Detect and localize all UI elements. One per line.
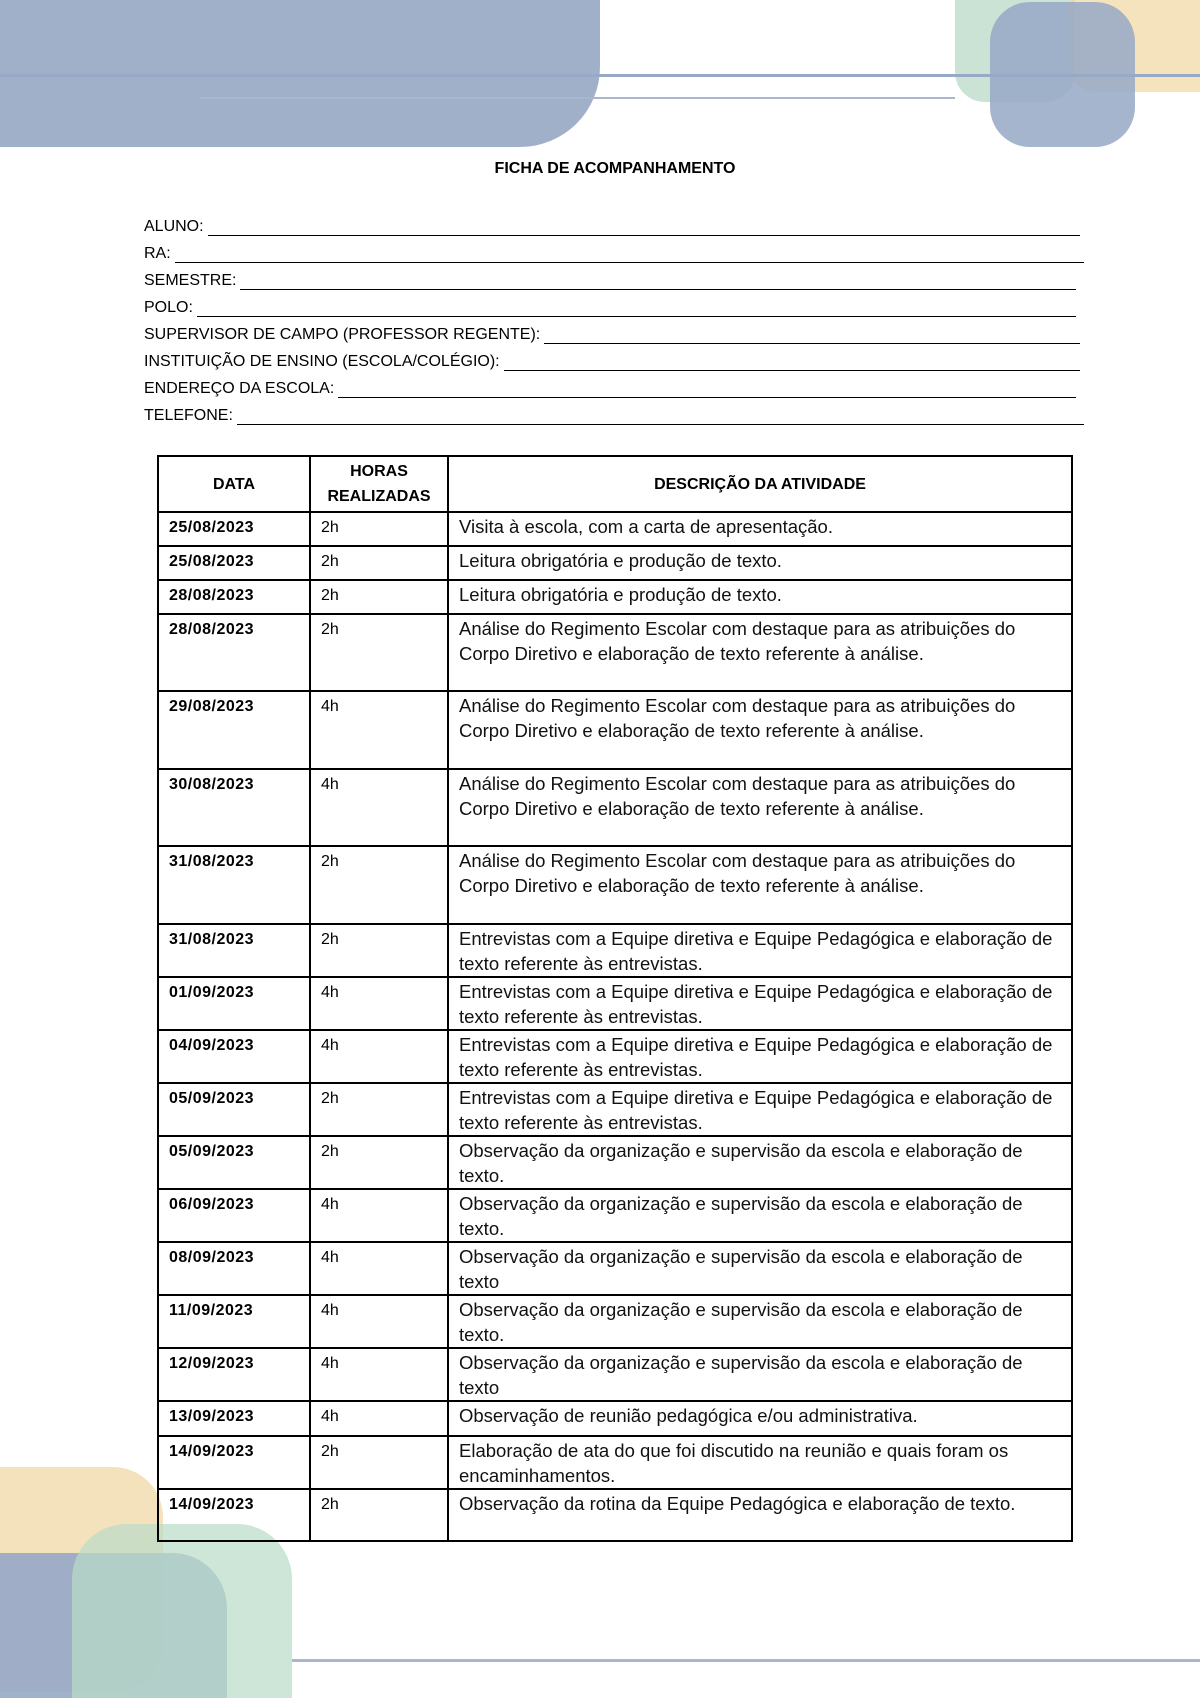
cell-descricao: Análise do Regimento Escolar com destaque para as atribuições do Corpo Diretivo e elaboração de texto referente à análise. bbox=[448, 691, 1072, 769]
table-row bbox=[158, 1401, 1072, 1436]
table-row bbox=[158, 1489, 1072, 1541]
field-label: POLO: bbox=[144, 299, 193, 316]
cell-data: 12/09/2023 bbox=[158, 1348, 310, 1401]
cell-data: 06/09/2023 bbox=[158, 1189, 310, 1242]
cell-data: 01/09/2023 bbox=[158, 977, 310, 1030]
field-line bbox=[197, 298, 1076, 317]
cell-data: 29/08/2023 bbox=[158, 691, 310, 769]
cell-descricao: Entrevistas com a Equipe diretiva e Equipe Pedagógica e elaboração de texto referente às entrevistas. bbox=[448, 1083, 1072, 1136]
cell-horas: 2h bbox=[310, 1083, 448, 1136]
cell-horas: 4h bbox=[310, 1401, 448, 1436]
table-row bbox=[158, 846, 1072, 924]
cell-descricao: Observação da organização e supervisão da escola e elaboração de texto. bbox=[448, 1136, 1072, 1189]
header-line-2 bbox=[200, 97, 955, 99]
cell-data: 14/09/2023 bbox=[158, 1436, 310, 1489]
footer-line bbox=[292, 1659, 1200, 1662]
table-row bbox=[158, 769, 1072, 846]
activity-table bbox=[157, 455, 1073, 1542]
field-ra[interactable] bbox=[144, 241, 1084, 263]
cell-data: 11/09/2023 bbox=[158, 1295, 310, 1348]
cell-horas: 4h bbox=[310, 1242, 448, 1295]
cell-data: 25/08/2023 bbox=[158, 546, 310, 580]
field-polo[interactable] bbox=[144, 295, 1076, 317]
field-label: SEMESTRE: bbox=[144, 272, 237, 289]
cell-data: 08/09/2023 bbox=[158, 1242, 310, 1295]
cell-descricao: Elaboração de ata do que foi discutido na reunião e quais foram os encaminhamentos. bbox=[448, 1436, 1072, 1489]
field-line bbox=[504, 352, 1080, 371]
table-row bbox=[158, 512, 1072, 546]
field-endereco[interactable] bbox=[144, 376, 1076, 398]
cell-descricao: Análise do Regimento Escolar com destaque para as atribuições do Corpo Diretivo e elaboração de texto referente à análise. bbox=[448, 614, 1072, 691]
cell-horas: 2h bbox=[310, 546, 448, 580]
cell-descricao: Entrevistas com a Equipe diretiva e Equipe Pedagógica e elaboração de texto referente às entrevistas. bbox=[448, 1030, 1072, 1083]
cell-descricao: Observação de reunião pedagógica e/ou administrativa. bbox=[448, 1401, 1072, 1436]
field-line bbox=[237, 406, 1084, 425]
field-label: ENDEREÇO DA ESCOLA: bbox=[144, 380, 335, 397]
field-supervisor[interactable] bbox=[144, 322, 1080, 344]
cell-descricao: Observação da organização e supervisão da escola e elaboração de texto bbox=[448, 1348, 1072, 1401]
table-header-row bbox=[158, 456, 1072, 512]
field-label: TELEFONE: bbox=[144, 407, 233, 424]
table-row bbox=[158, 977, 1072, 1030]
field-line bbox=[175, 244, 1084, 263]
cell-horas: 4h bbox=[310, 1030, 448, 1083]
header-descricao: DESCRIÇÃO DA ATIVIDADE bbox=[448, 456, 1072, 512]
cell-descricao: Entrevistas com a Equipe diretiva e Equipe Pedagógica e elaboração de texto referente às entrevistas. bbox=[448, 924, 1072, 977]
cell-horas: 4h bbox=[310, 691, 448, 769]
cell-descricao: Análise do Regimento Escolar com destaque para as atribuições do Corpo Diretivo e elaboração de texto referente à análise. bbox=[448, 769, 1072, 846]
cell-horas: 2h bbox=[310, 580, 448, 614]
cell-descricao: Entrevistas com a Equipe diretiva e Equipe Pedagógica e elaboração de texto referente às entrevistas. bbox=[448, 977, 1072, 1030]
cell-data: 28/08/2023 bbox=[158, 614, 310, 691]
field-aluno[interactable] bbox=[144, 214, 1080, 236]
table-row bbox=[158, 1436, 1072, 1489]
cell-descricao: Observação da organização e supervisão da escola e elaboração de texto. bbox=[448, 1189, 1072, 1242]
cell-horas: 4h bbox=[310, 1295, 448, 1348]
cell-horas: 2h bbox=[310, 1489, 448, 1541]
cell-descricao: Leitura obrigatória e produção de texto. bbox=[448, 580, 1072, 614]
cell-horas: 4h bbox=[310, 1348, 448, 1401]
cell-descricao: Visita à escola, com a carta de apresentação. bbox=[448, 512, 1072, 546]
header-horas: HORAS REALIZADAS bbox=[310, 456, 448, 512]
cell-descricao: Análise do Regimento Escolar com destaque para as atribuições do Corpo Diretivo e elaboração de texto referente à análise. bbox=[448, 846, 1072, 924]
field-line bbox=[208, 217, 1080, 236]
table-row bbox=[158, 1348, 1072, 1401]
table-row bbox=[158, 614, 1072, 691]
table-row bbox=[158, 1083, 1072, 1136]
cell-data: 30/08/2023 bbox=[158, 769, 310, 846]
field-semestre[interactable] bbox=[144, 268, 1076, 290]
header-line-1 bbox=[0, 74, 1200, 77]
table-row bbox=[158, 1030, 1072, 1083]
cell-data: 25/08/2023 bbox=[158, 512, 310, 546]
field-line bbox=[240, 271, 1076, 290]
cell-descricao: Observação da organização e supervisão da escola e elaboração de texto bbox=[448, 1242, 1072, 1295]
field-line bbox=[544, 325, 1080, 344]
field-label: INSTITUIÇÃO DE ENSINO (ESCOLA/COLÉGIO): bbox=[144, 353, 500, 370]
field-telefone[interactable] bbox=[144, 403, 1084, 425]
cell-horas: 4h bbox=[310, 1189, 448, 1242]
cell-horas: 4h bbox=[310, 977, 448, 1030]
cell-data: 28/08/2023 bbox=[158, 580, 310, 614]
table-row bbox=[158, 1189, 1072, 1242]
cell-data: 14/09/2023 bbox=[158, 1489, 310, 1541]
cell-horas: 2h bbox=[310, 512, 448, 546]
cell-data: 31/08/2023 bbox=[158, 924, 310, 977]
cell-descricao: Observação da organização e supervisão da escola e elaboração de texto. bbox=[448, 1295, 1072, 1348]
header-data: DATA bbox=[158, 456, 310, 512]
field-instituicao[interactable] bbox=[144, 349, 1080, 371]
table-row bbox=[158, 1242, 1072, 1295]
field-label: SUPERVISOR DE CAMPO (PROFESSOR REGENTE): bbox=[144, 326, 541, 343]
cell-data: 13/09/2023 bbox=[158, 1401, 310, 1436]
table-row bbox=[158, 546, 1072, 580]
table-row bbox=[158, 691, 1072, 769]
cell-horas: 2h bbox=[310, 846, 448, 924]
page-title: FICHA DE ACOMPANHAMENTO bbox=[494, 160, 736, 177]
cell-data: 31/08/2023 bbox=[158, 846, 310, 924]
cell-descricao: Leitura obrigatória e produção de texto. bbox=[448, 546, 1072, 580]
field-line bbox=[338, 379, 1076, 398]
cell-data: 04/09/2023 bbox=[158, 1030, 310, 1083]
footer-green-shape bbox=[72, 1524, 292, 1698]
table-row bbox=[158, 924, 1072, 977]
cell-horas: 4h bbox=[310, 769, 448, 846]
cell-data: 05/09/2023 bbox=[158, 1083, 310, 1136]
table-row bbox=[158, 1295, 1072, 1348]
field-label: ALUNO: bbox=[144, 218, 204, 235]
table-row bbox=[158, 580, 1072, 614]
cell-descricao: Observação da rotina da Equipe Pedagógica e elaboração de texto. bbox=[448, 1489, 1072, 1541]
cell-horas: 2h bbox=[310, 1436, 448, 1489]
cell-horas: 2h bbox=[310, 614, 448, 691]
table-row bbox=[158, 1136, 1072, 1189]
cell-data: 05/09/2023 bbox=[158, 1136, 310, 1189]
field-label: RA: bbox=[144, 245, 171, 262]
cell-horas: 2h bbox=[310, 924, 448, 977]
cell-horas: 2h bbox=[310, 1136, 448, 1189]
